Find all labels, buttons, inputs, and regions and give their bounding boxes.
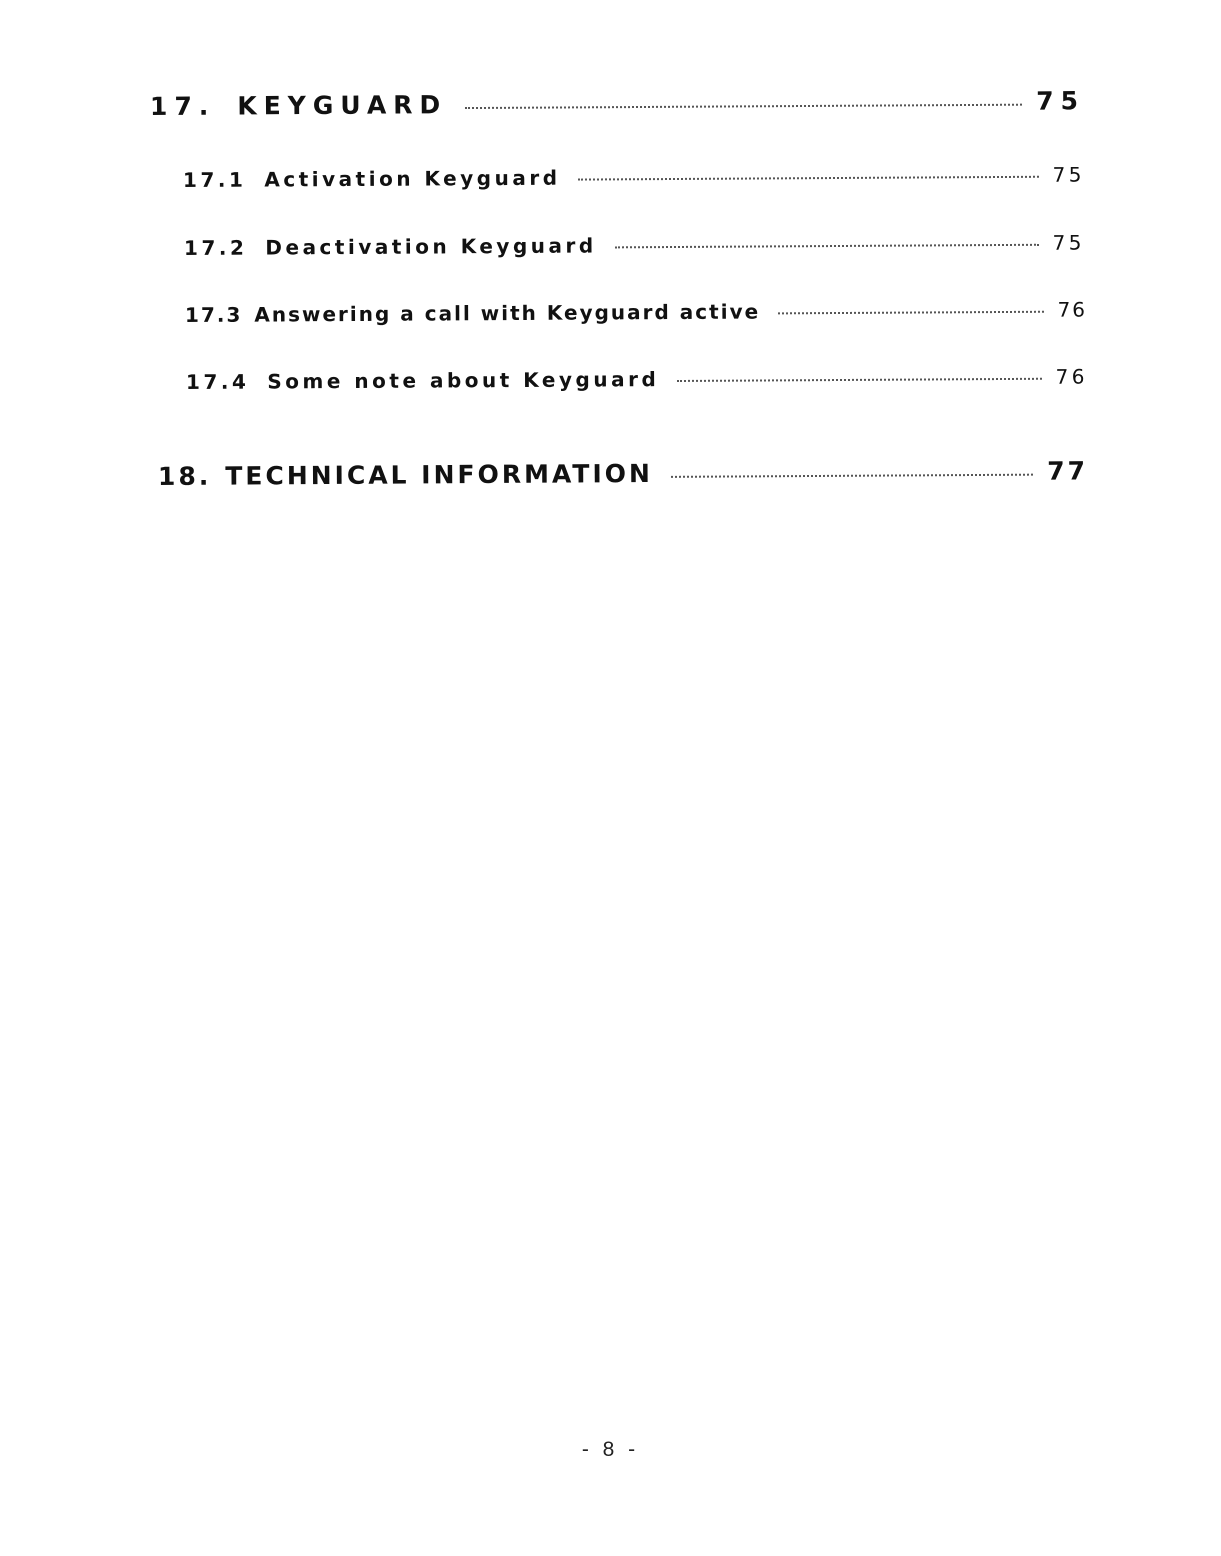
dot-leader <box>578 176 1038 181</box>
toc-entry-title: Some note about Keyguard <box>267 367 660 394</box>
toc-entry-number: 17. <box>149 91 216 121</box>
toc-entry-number: 17.3 <box>184 302 243 327</box>
toc-entry-page: 76 <box>1055 364 1089 389</box>
toc-entry-page: 75 <box>1052 162 1086 187</box>
dot-leader <box>778 311 1043 315</box>
toc-entry-17-3[interactable] <box>185 297 1087 327</box>
toc-entry-number: 17.4 <box>185 369 250 394</box>
toc-entry-page: 76 <box>1057 297 1088 322</box>
toc-entry-title: Answering a call with Keyguard active <box>254 299 761 327</box>
toc-entry-17-2[interactable] <box>184 230 1085 260</box>
toc-entry-17-1[interactable] <box>183 162 1085 192</box>
toc-entry-18[interactable] <box>158 456 1088 491</box>
toc-entry-17-4[interactable] <box>186 364 1088 394</box>
page-number: - 8 - <box>581 1438 640 1461</box>
toc-entry-page: 75 <box>1036 86 1086 116</box>
toc-entry-number: 18. <box>157 461 212 491</box>
dot-leader <box>615 244 1039 249</box>
toc-entry-number: 17.1 <box>182 167 247 192</box>
dot-leader <box>671 474 1033 478</box>
toc-entry-title: Deactivation Keyguard <box>265 233 597 260</box>
toc-entry-title: TECHNICAL INFORMATION <box>225 458 653 491</box>
dot-leader <box>465 104 1022 109</box>
toc-entry-page: 77 <box>1047 456 1089 486</box>
toc-entry-number: 17.2 <box>183 235 248 260</box>
dot-leader <box>677 378 1041 382</box>
toc-entry-title: Activation Keyguard <box>264 165 561 192</box>
toc-entry-page: 75 <box>1052 230 1086 255</box>
toc-entry-title: KEYGUARD <box>237 90 448 121</box>
toc-entry-17[interactable] <box>150 86 1085 121</box>
